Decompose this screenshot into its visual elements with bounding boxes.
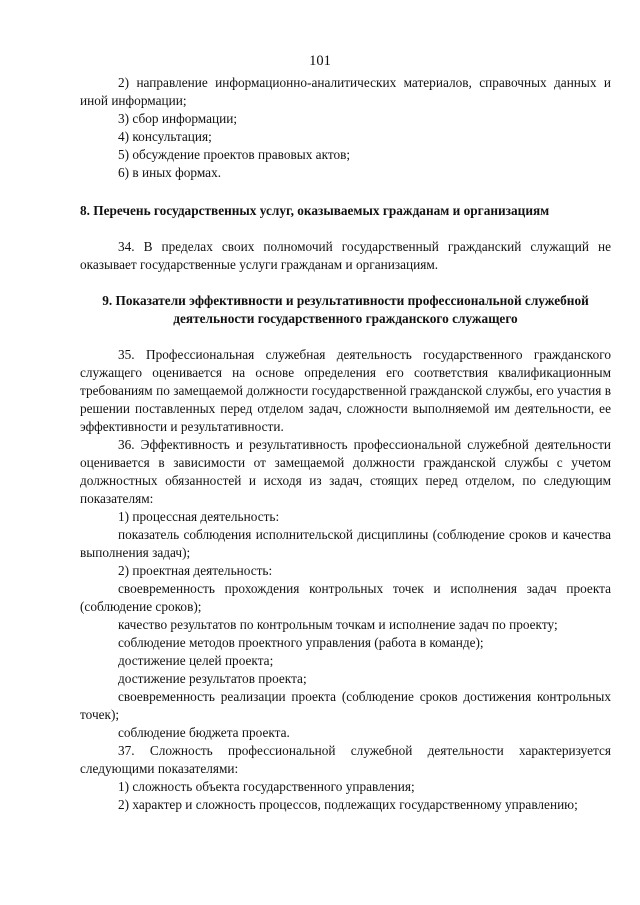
paragraph: 3) сбор информации; — [118, 111, 238, 126]
paragraph: 4) консультация; — [118, 129, 212, 144]
paragraph: достижение целей проекта; — [118, 653, 274, 668]
paragraph: 2) характер и сложность процессов, подлежащих государственному управлению; — [118, 797, 578, 812]
paragraph: 1) процессная деятельность: — [118, 509, 280, 524]
paragraph: 2) проектная деятельность: — [118, 563, 273, 578]
section-9-heading: 9. Показатели эффективности и результативности профессиональной служебной деятельности государственного гражданского служащего — [102, 293, 589, 326]
paragraph: своевременность реализации проекта (соблюдение сроков достижения контрольных точек); — [80, 689, 611, 722]
page-number: 101 — [309, 53, 331, 69]
paragraph: 1) сложность объекта государственного управления; — [118, 779, 415, 794]
document-body — [80, 74, 611, 814]
paragraph: 36. Эффективность и результативность профессиональной служебной деятельности оценивается в зависимости от замещаемой должности гражданской службы с учетом должностных обязанностей и исходя из задач, стоящих перед отделом, по следующим показателям: — [80, 437, 611, 506]
paragraph: соблюдение методов проектного управления (работа в команде); — [118, 635, 484, 650]
paragraph: соблюдение бюджета проекта. — [118, 725, 290, 740]
paragraph: качество результатов по контрольным точкам и исполнение задач по проекту; — [118, 617, 558, 632]
paragraph: 35. Профессиональная служебная деятельность государственного гражданского служащего оценивается на основе определения его соответствия квалификационным требованиям по замещаемой должности государственной гражданской службы, его участия в решении поставленных перед отделом задач, сложности выполняемой им деятельности, ее эффективности и результативности. — [80, 347, 611, 434]
paragraph: 5) обсуждение проектов правовых актов; — [118, 147, 351, 162]
paragraph: своевременность прохождения контрольных точек и исполнения задач проекта (соблюдение сроков); — [80, 581, 611, 614]
paragraph: показатель соблюдения исполнительской дисциплины (соблюдение сроков и качества выполнения задач); — [80, 527, 611, 560]
paragraph: достижение результатов проекта; — [118, 671, 307, 686]
paragraph: 37. Сложность профессиональной служебной деятельности характеризуется следующими показателями: — [80, 743, 611, 776]
section-8-heading: 8. Перечень государственных услуг, оказываемых гражданам и организациям — [80, 203, 550, 218]
paragraph: 2) направление информационно-аналитических материалов, справочных данных и иной информации; — [80, 75, 611, 108]
paragraph: 34. В пределах своих полномочий государственный гражданский служащий не оказывает государственные услуги гражданам и организациям. — [80, 239, 611, 272]
paragraph: 6) в иных формах. — [118, 165, 222, 180]
